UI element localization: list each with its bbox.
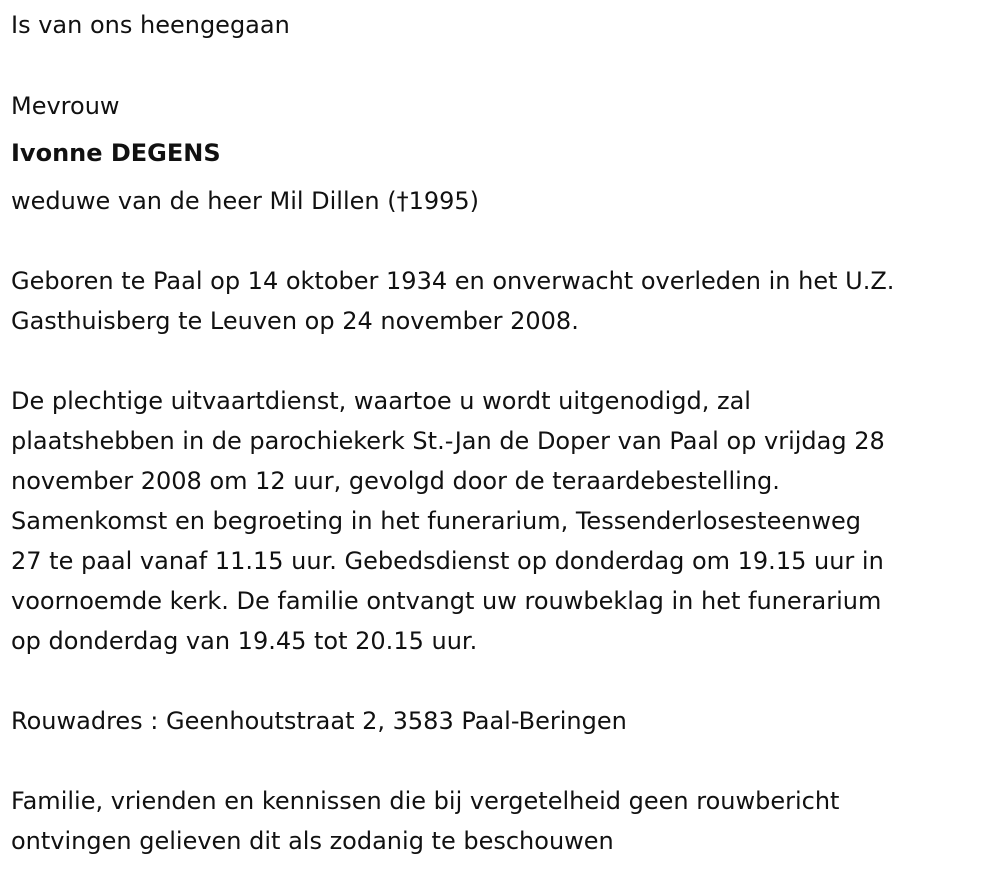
deceased-name: Ivonne DEGENS <box>11 139 221 167</box>
service-line-7: op donderdag van 19.45 tot 20.15 uur. <box>11 627 478 655</box>
announcement-text: Is van ons heengegaan <box>11 11 290 39</box>
service-line-6: voornoemde kerk. De familie ontvangt uw rouwbeklag in het funerarium <box>11 587 882 615</box>
mourning-address: Rouwadres : Geenhoutstraat 2, 3583 Paal-Beringen <box>11 707 627 735</box>
service-line-4: Samenkomst en begroeting in het funerarium, Tessenderlosesteenweg <box>11 507 861 535</box>
service-line-1: De plechtige uitvaartdienst, waartoe u wordt uitgenodigd, zal <box>11 387 751 415</box>
service-line-5: 27 te paal vanaf 11.15 uur. Gebedsdienst op donderdag om 19.15 uur in <box>11 547 884 575</box>
honorific-text: Mevrouw <box>11 92 120 120</box>
birth-death-line-1: Geboren te Paal op 14 oktober 1934 en onverwacht overleden in het U.Z. <box>11 267 895 295</box>
birth-death-line-2: Gasthuisberg te Leuven op 24 november 2008. <box>11 307 579 335</box>
spouse-note: weduwe van de heer Mil Dillen (†1995) <box>11 187 480 215</box>
closing-line-1: Familie, vrienden en kennissen die bij vergetelheid geen rouwbericht <box>11 787 840 815</box>
service-line-3: november 2008 om 12 uur, gevolgd door de teraardebestelling. <box>11 467 780 495</box>
service-line-2: plaatshebben in de parochiekerk St.-Jan de Doper van Paal op vrijdag 28 <box>11 427 885 455</box>
closing-line-2: ontvingen gelieven dit als zodanig te beschouwen <box>11 827 614 855</box>
